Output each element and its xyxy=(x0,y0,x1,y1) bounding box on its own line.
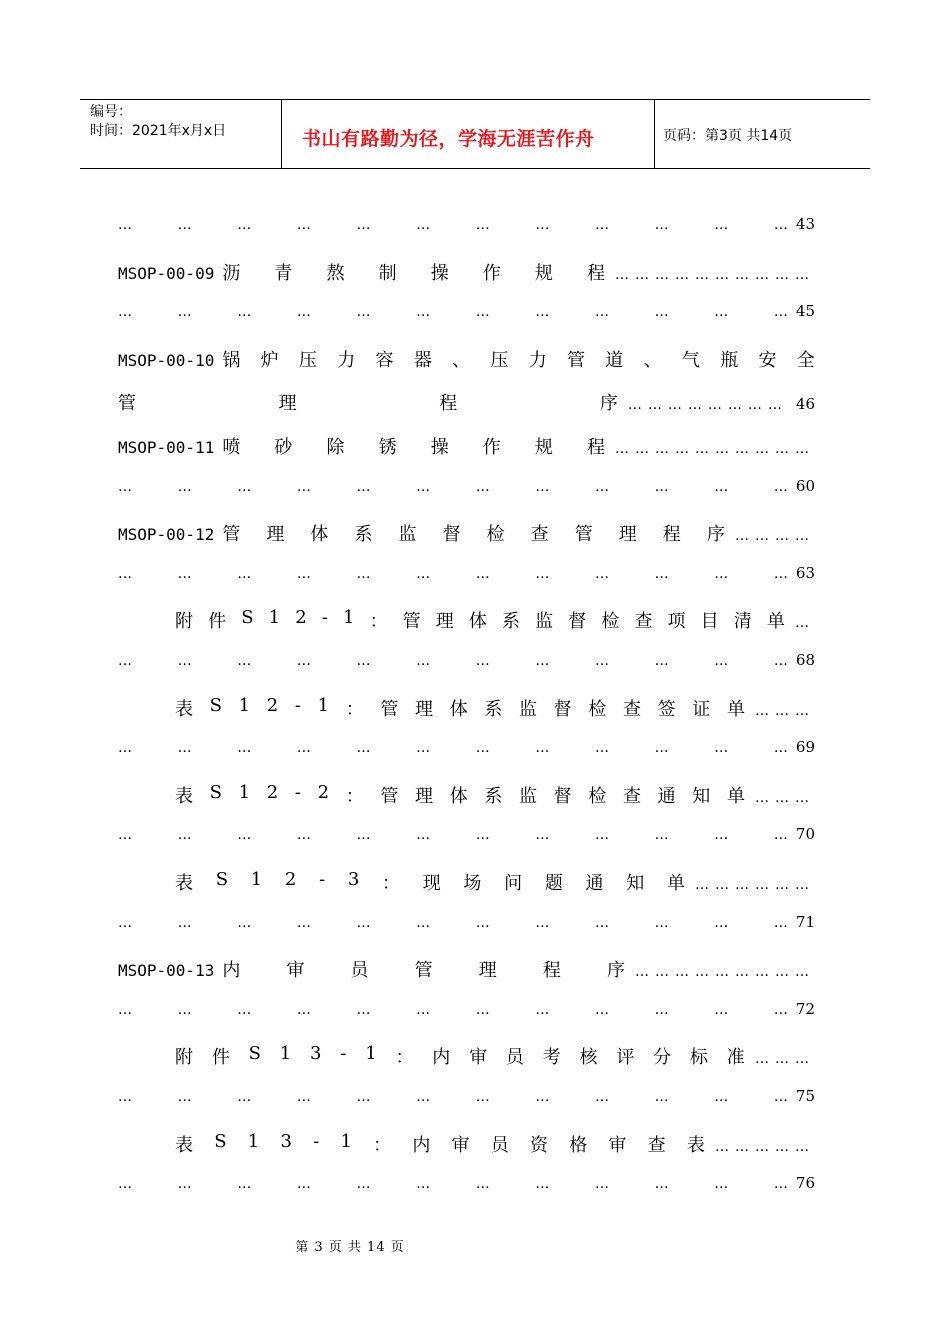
toc-code: MSOP-00-11 xyxy=(118,438,215,457)
toc-line[interactable] xyxy=(175,695,815,721)
toc-page-number: 71 xyxy=(795,912,815,931)
toc-leaders: …………………… xyxy=(627,397,788,414)
toc-code: MSOP-00-10 xyxy=(118,350,215,370)
toc-title: 沥 青 熬 制 操 作 规 程 xyxy=(222,262,605,284)
footer-page-number: 第 3 页 共 14 页 xyxy=(295,1240,405,1255)
toc-line[interactable] xyxy=(118,738,815,764)
toc-page-number: 43 xyxy=(795,215,815,233)
toc-page-number: 46 xyxy=(795,395,815,414)
toc-page-number: 76 xyxy=(795,1174,815,1193)
toc-page-number: 60 xyxy=(795,476,815,495)
toc-leaders: ……… xyxy=(755,789,815,806)
toc-page-number: 69 xyxy=(795,738,815,757)
leader-dots: … … … … … … … … … … … … xyxy=(118,478,788,495)
toc-title: 管 理 程 序 xyxy=(118,393,618,415)
page-footer xyxy=(0,1236,950,1255)
toc-line[interactable] xyxy=(175,869,815,895)
toc-title: 锅 炉 压 力 容 器 、 压 力 管 道 、 气 瓶 安 全 xyxy=(222,349,815,371)
toc-line[interactable] xyxy=(118,389,815,415)
leader-dots: … … … … … … … … … … … … xyxy=(118,740,788,757)
toc-leaders: ……… xyxy=(755,1051,815,1068)
toc-leaders: ……… xyxy=(755,702,815,719)
leader-dots: … … … … … … … … … … … … xyxy=(118,914,788,931)
toc-line[interactable] xyxy=(118,651,815,677)
doc-date-label: 时间：2021年x月x日 xyxy=(90,123,227,139)
toc-page-number: 70 xyxy=(795,825,815,844)
toc-leaders: ………………………… xyxy=(615,441,815,457)
header-page-number: 页码：第3页 共14页 xyxy=(663,128,793,144)
toc-line[interactable] xyxy=(118,825,815,851)
toc-leaders: ……………… xyxy=(695,877,815,893)
toc-leaders: ………………………… xyxy=(615,266,815,283)
toc-line[interactable] xyxy=(118,1087,815,1113)
toc-title: 表 S 1 2 - 1 ： 管 理 体 系 监 督 检 查 签 证 单 xyxy=(175,694,745,720)
toc-page-number: 72 xyxy=(795,999,815,1018)
toc-line[interactable] xyxy=(118,433,815,459)
toc-code: MSOP-00-12 xyxy=(118,525,215,545)
toc-title: 喷 砂 除 锈 操 作 规 程 xyxy=(222,437,605,458)
toc-line[interactable] xyxy=(118,956,815,982)
toc-page-number: 63 xyxy=(795,563,815,582)
toc-title: 表 S 1 3 - 1 ： 内 审 员 资 格 审 查 表 xyxy=(175,1130,705,1156)
header-page-cell xyxy=(655,100,870,168)
page-header xyxy=(80,99,870,169)
toc-title: 管 理 体 系 监 督 检 查 管 理 程 序 xyxy=(222,524,725,546)
leader-dots: … … … … … … … … … … … … xyxy=(118,653,788,669)
toc-line[interactable] xyxy=(175,782,815,808)
toc-page-number: 68 xyxy=(795,651,815,669)
toc-title: 表 S 1 2 - 2 ： 管 理 体 系 监 督 检 查 通 知 单 xyxy=(175,781,745,807)
leader-dots: … … … … … … … … … … … … xyxy=(118,565,788,582)
toc-line[interactable] xyxy=(118,477,815,503)
toc-line[interactable] xyxy=(175,1131,815,1157)
toc-title: 附 件 S 1 3 - 1 ： 内 审 员 考 核 评 分 标 准 xyxy=(175,1043,745,1069)
header-motto-cell xyxy=(282,100,655,168)
toc-line[interactable] xyxy=(118,564,815,590)
toc-line[interactable] xyxy=(118,302,815,328)
doc-number-label: 编号： xyxy=(90,104,132,120)
toc-leaders: ………… xyxy=(735,528,815,545)
motto-text: 书山有路勤为径，学海无涯苦作舟 xyxy=(302,128,595,150)
toc-leaders: ……………………… xyxy=(635,964,815,981)
header-meta-cell xyxy=(80,100,282,168)
toc-code: MSOP-00-13 xyxy=(118,961,215,981)
toc-line[interactable] xyxy=(118,1000,815,1026)
toc-page-number: 45 xyxy=(795,302,815,321)
toc-line[interactable] xyxy=(175,607,815,633)
toc-code: MSOP-00-09 xyxy=(118,263,215,283)
toc-title: 内 审 员 管 理 程 序 xyxy=(222,960,625,982)
leader-dots: … … … … … … … … … … … … xyxy=(118,1089,788,1105)
toc-line[interactable] xyxy=(118,1174,815,1200)
toc-line[interactable] xyxy=(118,520,815,546)
leader-dots: … … … … … … … … … … … … xyxy=(118,827,788,844)
toc-title: 附 件 S 1 2 - 1 ： 管 理 体 系 监 督 检 查 项 目 清 单 xyxy=(175,607,785,633)
toc-leaders: …………… xyxy=(715,1138,815,1155)
toc-line[interactable] xyxy=(118,346,815,372)
leader-dots: … … … … … … … … … … … … xyxy=(118,1176,788,1193)
leader-dots: … … … … … … … … … … … … xyxy=(118,304,788,321)
toc-line[interactable] xyxy=(175,1043,815,1069)
toc-line[interactable] xyxy=(118,913,815,939)
toc-title: 表 S 1 2 - 3 ： 现 场 问 题 通 知 单 xyxy=(175,869,685,894)
toc-leaders: … xyxy=(795,615,815,632)
leader-dots: … … … … … … … … … … … … xyxy=(118,217,788,233)
leader-dots: … … … … … … … … … … … … xyxy=(118,1001,788,1018)
toc-line[interactable] xyxy=(118,259,815,285)
toc-line[interactable] xyxy=(118,215,815,241)
toc-page-number: 75 xyxy=(795,1087,815,1105)
